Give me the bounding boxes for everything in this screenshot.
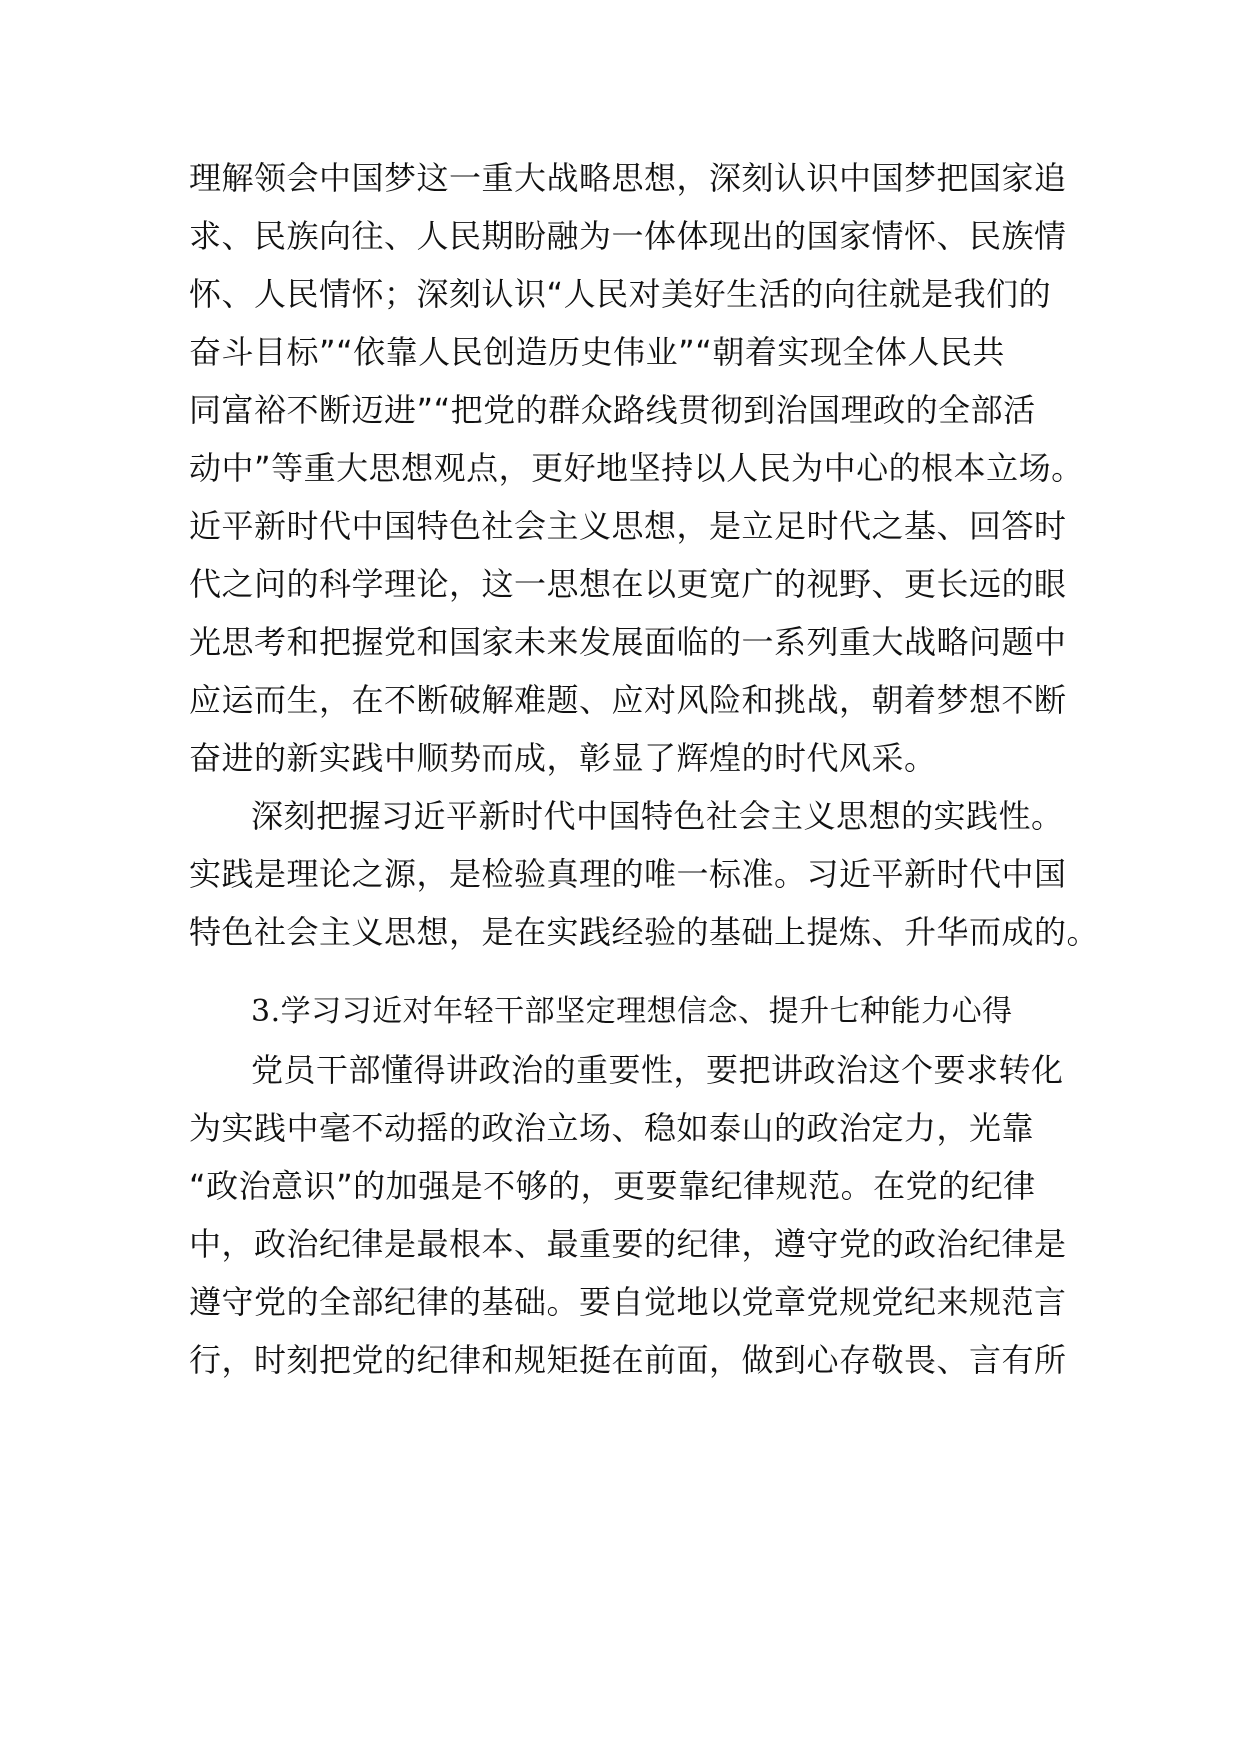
paragraph-1-line-7: 近平新时代中国特色社会主义思想，是立足时代之基、回答时 [189, 507, 1067, 545]
paragraph-1-line-6: 动中”等重大思想观点，更好地坚持以人民为中心的根本立场。 [189, 449, 1084, 487]
paragraph-2-line-3: 特色社会主义思想，是在实践经验的基础上提炼、升华而成的。 [189, 913, 1100, 951]
paragraph-1-line-2: 求、民族向往、人民期盼融为一体体现出的国家情怀、民族情 [189, 217, 1067, 255]
paragraph-3-line-4: 中，政治纪律是最根本、最重要的纪律，遵守党的政治纪律是 [189, 1225, 1067, 1263]
paragraph-3-line-6: 行，时刻把党的纪律和规矩挺在前面，做到心存敬畏、言有所 [189, 1341, 1067, 1379]
paragraph-3-line-1: 党员干部懂得讲政治的重要性，要把讲政治这个要求转化 [251, 1051, 1064, 1089]
paragraph-3-line-5: 遵守党的全部纪律的基础。要自觉地以党章党规党纪来规范言 [189, 1283, 1067, 1321]
paragraph-1-line-11: 奋进的新实践中顺势而成，彰显了辉煌的时代风采。 [189, 739, 937, 777]
paragraph-2-line-1: 深刻把握习近平新时代中国特色社会主义思想的实践性。 [251, 797, 1064, 835]
paragraph-1-line-10: 应运而生，在不断破解难题、应对风险和挑战，朝着梦想不断 [189, 681, 1067, 719]
paragraph-1-line-3: 怀、人民情怀；深刻认识“人民对美好生活的向往就是我们的 [189, 275, 1052, 313]
paragraph-1-line-4: 奋斗目标”“依靠人民创造历史伟业”“朝着实现全体人民共 [189, 333, 1005, 371]
paragraph-1-line-1: 理解领会中国梦这一重大战略思想，深刻认识中国梦把国家追 [189, 159, 1067, 197]
paragraph-2-line-2: 实践是理论之源，是检验真理的唯一标准。习近平新时代中国 [189, 855, 1067, 893]
section-heading: 3.学习习近对年轻干部坚定理想信念、提升七种能力心得 [251, 994, 1013, 1029]
paragraph-3-line-2: 为实践中毫不动摇的政治立场、稳如泰山的政治定力，光靠 [189, 1109, 1035, 1147]
paragraph-1-line-9: 光思考和把握党和国家未来发展面临的一系列重大战略问题中 [189, 623, 1067, 661]
paragraph-3-line-3: “政治意识”的加强是不够的，更要靠纪律规范。在党的纪律 [189, 1167, 1036, 1205]
paragraph-1-line-8: 代之问的科学理论，这一思想在以更宽广的视野、更长远的眼 [189, 565, 1067, 603]
paragraph-1-line-5: 同富裕不断迈进”“把党的群众路线贯彻到治国理政的全部活 [189, 391, 1036, 429]
